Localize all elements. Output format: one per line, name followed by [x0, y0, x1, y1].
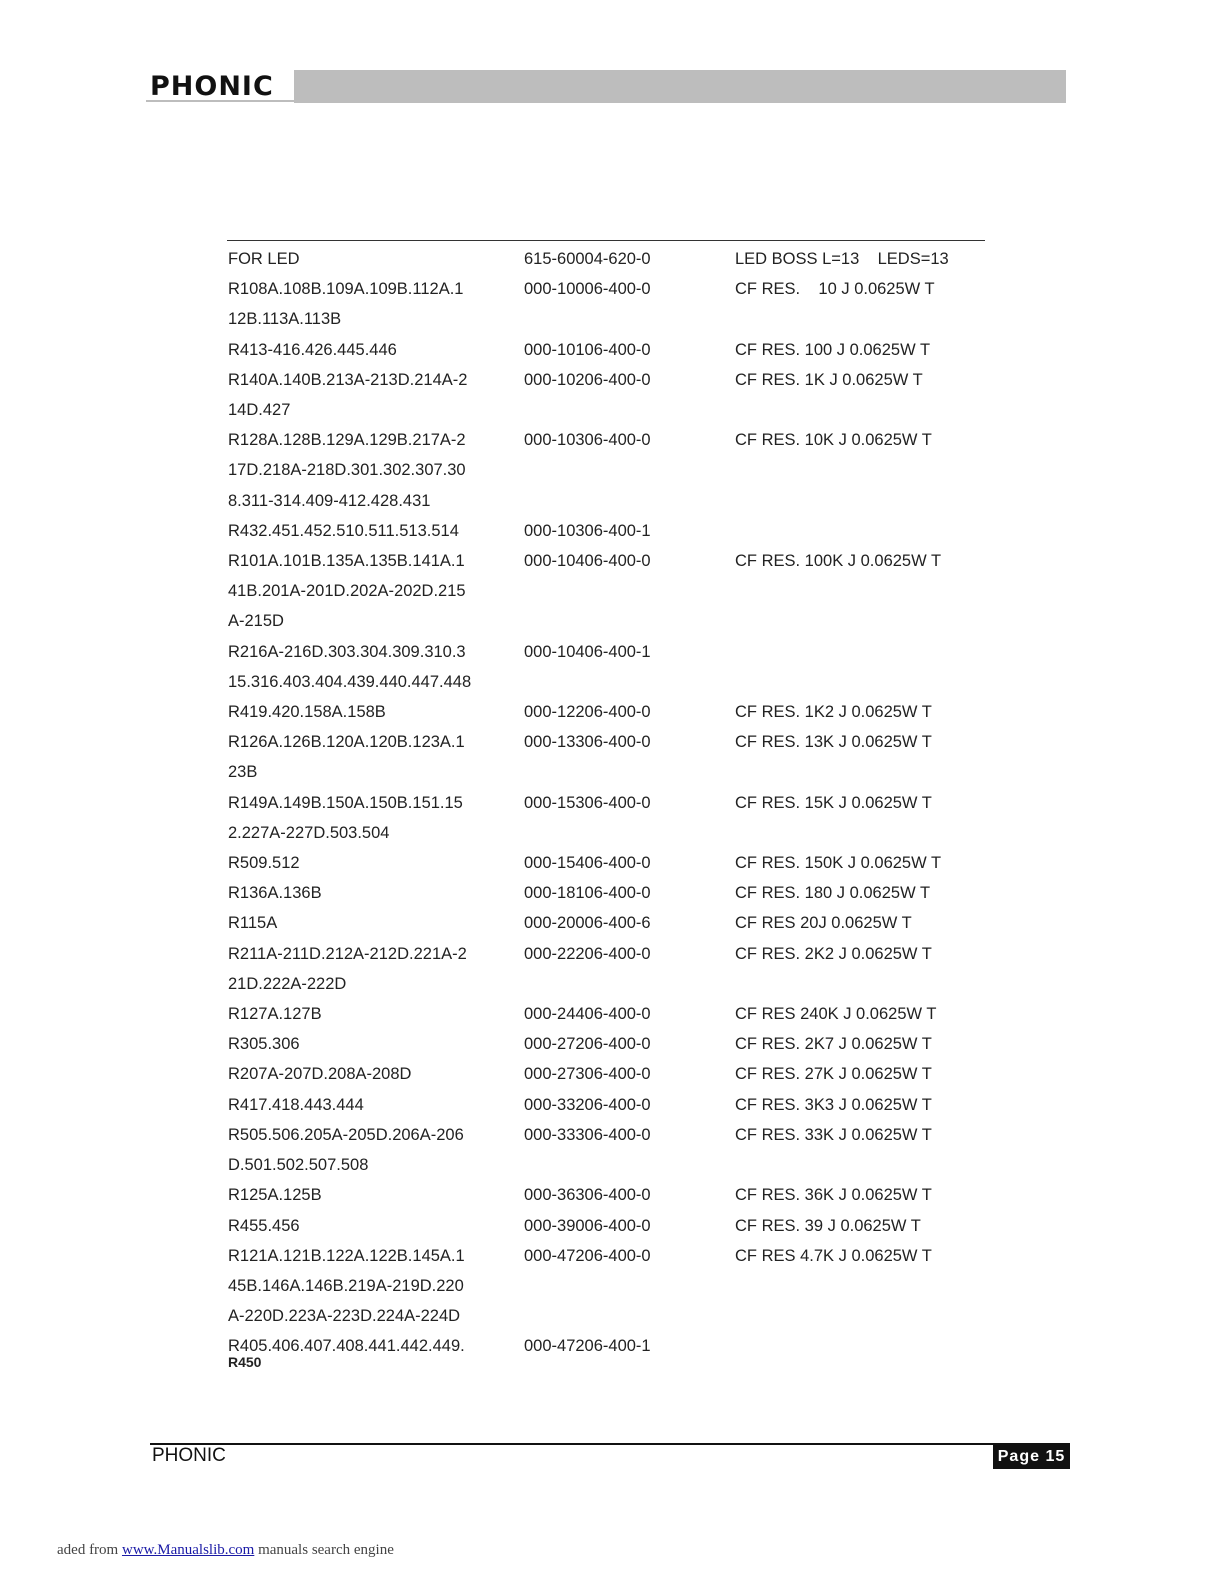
watermark-prefix: aded from [57, 1542, 122, 1558]
ref-line: R216A-216D.303.304.309.310.3 [228, 642, 466, 661]
part-number-cell: 000-33306-400-0 [524, 1125, 651, 1144]
part-number-cell: 000-22206-400-0 [524, 944, 651, 963]
part-number-cell: 615-60004-620-0 [524, 250, 651, 268]
description-cell: CF RES. 33K J 0.0625W T [735, 1125, 932, 1144]
ref-line: 14D.427 [228, 401, 291, 420]
ref-cell [228, 244, 524, 274]
ref-line: R207A-207D.208A-208D [228, 1065, 412, 1084]
ref-cell [228, 1059, 524, 1089]
description-cell: CF RES. 100K J 0.0625W T [735, 552, 942, 571]
table-row [228, 1059, 988, 1089]
description-cell [735, 637, 988, 697]
table-row [228, 1241, 988, 1332]
ref-cell [228, 637, 524, 697]
ref-line: R211A-211D.212A-212D.221A-2 [228, 944, 467, 963]
ref-line: R136A.136B [228, 884, 322, 903]
description-cell: CF RES 20J 0.0625W T [735, 914, 912, 933]
description-cell: CF RES. 150K J 0.0625W T [735, 854, 942, 873]
ref-line: R413-416.426.445.446 [228, 340, 397, 359]
ref-line: 17D.218A-218D.301.302.307.30 [228, 461, 466, 480]
ref-line: R432.451.452.510.511.513.514 [228, 521, 459, 540]
ref-line: R149A.149B.150A.150B.151.15 [228, 793, 463, 812]
ref-line: R417.418.443.444 [228, 1095, 364, 1114]
ref-cell [228, 274, 524, 334]
table-top-rule [227, 240, 985, 241]
ref-cell [228, 727, 524, 787]
ref-line: D.501.502.507.508 [228, 1156, 369, 1175]
part-number-cell: 000-18106-400-0 [524, 884, 651, 903]
description-cell: CF RES 4.7K J 0.0625W T [735, 1246, 932, 1265]
ref-cell [228, 908, 524, 938]
parts-table [228, 244, 988, 1375]
ref-cell [228, 788, 524, 848]
ref-line: R101A.101B.135A.135B.141A.1 [228, 552, 465, 571]
ref-line: 12B.113A.113B [228, 310, 342, 329]
table-row [228, 516, 988, 546]
ref-line: R127A.127B [228, 1005, 322, 1024]
ref-cell [228, 697, 524, 727]
part-number-cell: 000-10406-400-1 [524, 642, 651, 661]
ref-line: 15.316.403.404.439.440.447.448 [228, 672, 472, 691]
table-row [228, 274, 988, 334]
table-row [228, 365, 988, 425]
part-number-cell: 000-15406-400-0 [524, 854, 651, 873]
watermark [57, 1542, 394, 1559]
description-cell: CF RES. 15K J 0.0625W T [735, 793, 932, 812]
ref-line: R405.406.407.408.441.442.449. [228, 1337, 465, 1356]
ref-line: 2.227A-227D.503.504 [228, 823, 390, 842]
ref-line: R121A.121B.122A.122B.145A.1 [228, 1246, 465, 1265]
ref-line: R126A.126B.120A.120B.123A.1 [228, 733, 465, 752]
ref-cell [228, 516, 524, 546]
footer-brand: PHONIC [152, 1445, 226, 1466]
part-number-cell: 000-36306-400-0 [524, 1186, 651, 1205]
table-row [228, 1120, 988, 1180]
part-number-cell: 000-10306-400-1 [524, 521, 651, 540]
table-row [228, 1029, 988, 1059]
part-number-cell: 000-27206-400-0 [524, 1035, 651, 1054]
ref-cell [228, 365, 524, 425]
part-number-cell: 000-24406-400-0 [524, 1005, 651, 1024]
phonic-logo: PHONIC [150, 71, 274, 102]
part-number-cell: 000-10306-400-0 [524, 431, 651, 450]
ref-line: R419.420.158A.158B [228, 703, 386, 722]
watermark-suffix: manuals search engine [254, 1542, 394, 1558]
description-cell [735, 516, 988, 546]
description-cell: CF RES 240K J 0.0625W T [735, 1005, 937, 1024]
description-cell: CF RES. 3K3 J 0.0625W T [735, 1095, 932, 1114]
table-row [228, 546, 988, 637]
ref-cell [228, 1180, 524, 1210]
ref-cell [228, 999, 524, 1029]
table-row [228, 939, 988, 999]
description-cell: CF RES. 36K J 0.0625W T [735, 1186, 932, 1205]
ref-cell [228, 1029, 524, 1059]
ref-cell [228, 546, 524, 637]
ref-cell [228, 1211, 524, 1241]
ref-line-extra: R450 [228, 1353, 262, 1370]
manualslib-link[interactable]: www.Manualslib.com [121, 1542, 255, 1558]
ref-line: 45B.146A.146B.219A-219D.220 [228, 1276, 464, 1295]
table-row [228, 697, 988, 727]
description-cell: CF RES. 1K2 J 0.0625W T [735, 703, 932, 722]
table-row [228, 878, 988, 908]
table-row [228, 999, 988, 1029]
table-row [228, 1090, 988, 1120]
table-row [228, 788, 988, 848]
table-row [228, 1211, 988, 1241]
description-cell: CF RES. 39 J 0.0625W T [735, 1216, 921, 1235]
part-number-cell: 000-47206-400-1 [524, 1337, 651, 1356]
ref-cell [228, 1331, 524, 1374]
footer-rule [150, 1443, 1070, 1445]
part-number-cell: 000-33206-400-0 [524, 1095, 651, 1114]
part-number-cell: 000-47206-400-0 [524, 1246, 651, 1265]
table-row [228, 727, 988, 787]
table-row [228, 908, 988, 938]
ref-line: 8.311-314.409-412.428.431 [228, 491, 431, 510]
table-row [228, 1180, 988, 1210]
ref-cell [228, 939, 524, 999]
description-cell: CF RES. 1K J 0.0625W T [735, 370, 923, 389]
description-cell: CF RES. 10K J 0.0625W T [735, 431, 932, 450]
ref-cell [228, 335, 524, 365]
description-cell: CF RES. 2K7 J 0.0625W T [735, 1035, 932, 1054]
ref-line: FOR LED [228, 250, 300, 268]
ref-line: R505.506.205A-205D.206A-206 [228, 1125, 464, 1144]
description-cell: CF RES. 180 J 0.0625W T [735, 884, 931, 903]
ref-line: R108A.108B.109A.109B.112A.1 [228, 280, 464, 299]
ref-cell [228, 1241, 524, 1332]
part-number-cell: 000-10406-400-0 [524, 552, 651, 571]
ref-line: 41B.201A-201D.202A-202D.215 [228, 582, 466, 601]
ref-line: 21D.222A-222D [228, 974, 347, 993]
part-number-cell: 000-39006-400-0 [524, 1216, 651, 1235]
part-number-cell: 000-20006-400-6 [524, 914, 651, 933]
table-row [228, 244, 988, 274]
ref-line: R128A.128B.129A.129B.217A-2 [228, 431, 466, 450]
ref-cell [228, 848, 524, 878]
ref-line: R115A [228, 914, 278, 933]
description-cell: CF RES. 10 J 0.0625W T [735, 280, 935, 299]
table-row [228, 1331, 988, 1374]
description-cell: CF RES. 13K J 0.0625W T [735, 733, 932, 752]
ref-line: R125A.125B [228, 1186, 322, 1205]
header-bar [294, 70, 1066, 103]
table-row [228, 637, 988, 697]
description-cell: CF RES. 100 J 0.0625W T [735, 340, 931, 359]
ref-line: 23B [228, 763, 258, 782]
description-cell: LED BOSS L=13 LEDS=13 [735, 250, 949, 268]
part-number-cell: 000-13306-400-0 [524, 733, 651, 752]
part-number-cell: 000-10006-400-0 [524, 280, 651, 299]
ref-cell [228, 1120, 524, 1180]
description-cell [735, 1331, 988, 1374]
ref-line: A-220D.223A-223D.224A-224D [228, 1307, 461, 1326]
part-number-cell: 000-12206-400-0 [524, 703, 651, 722]
ref-cell [228, 425, 524, 516]
ref-line: R509.512 [228, 854, 300, 873]
part-number-cell: 000-10106-400-0 [524, 340, 651, 359]
description-cell: CF RES. 27K J 0.0625W T [735, 1065, 932, 1084]
table-row [228, 425, 988, 516]
part-number-cell: 000-15306-400-0 [524, 793, 651, 812]
ref-cell [228, 878, 524, 908]
ref-line: R140A.140B.213A-213D.214A-2 [228, 370, 468, 389]
part-number-cell: 000-10206-400-0 [524, 370, 651, 389]
ref-line: A-215D [228, 612, 284, 631]
ref-line: R305.306 [228, 1035, 300, 1054]
ref-line: R455.456 [228, 1216, 300, 1235]
page-number: Page 15 [993, 1444, 1070, 1469]
table-row [228, 848, 988, 878]
table-row [228, 335, 988, 365]
part-number-cell: 000-27306-400-0 [524, 1065, 651, 1084]
description-cell: CF RES. 2K2 J 0.0625W T [735, 944, 932, 963]
ref-cell [228, 1090, 524, 1120]
